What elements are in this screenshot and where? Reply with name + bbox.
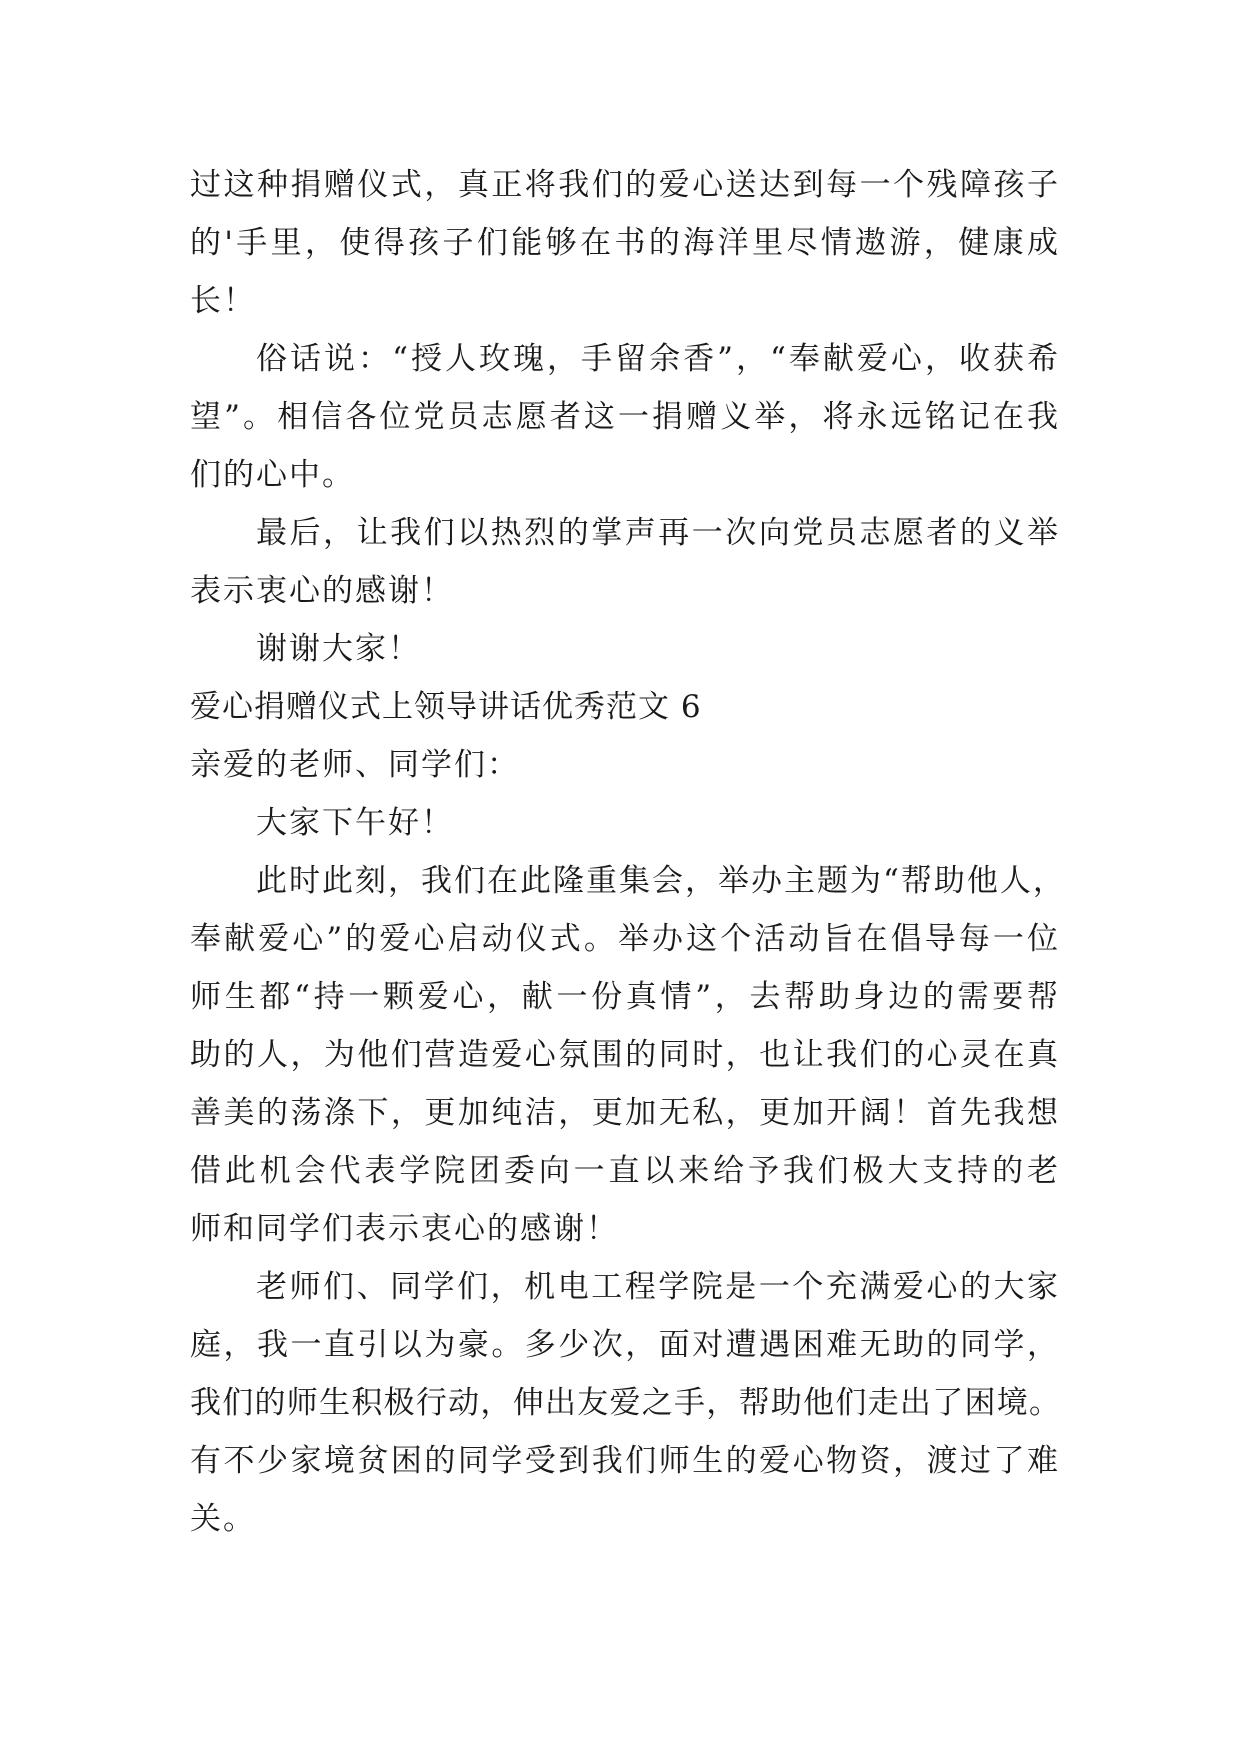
paragraph-line: 师生都“持一颗爱心，献一份真情”，去帮助身边的需要帮 <box>190 979 1060 1015</box>
paragraph-line: 望”。相信各位党员志愿者这一捐赠义举，将永远铭记在我 <box>190 399 1060 435</box>
paragraph-line: 我们的师生积极行动，伸出友爱之手，帮助他们走出了困境。 <box>190 1385 1060 1421</box>
paragraph-line: 们的心中。 <box>190 457 355 493</box>
paragraph-line: 奉献爱心”的爱心启动仪式。举办这个活动旨在倡导每一位 <box>190 921 1060 957</box>
paragraph-line: 长！ <box>190 283 256 319</box>
paragraph-line: 此时此刻，我们在此隆重集会，举办主题为“帮助他人， <box>256 863 1066 899</box>
paragraph-line: 善美的荡涤下，更加纯洁，更加无私，更加开阔！首先我想 <box>190 1095 1060 1131</box>
paragraph-line: 有不少家境贫困的同学受到我们师生的爱心物资，渡过了难 <box>190 1443 1060 1479</box>
paragraph-line: 谢谢大家！ <box>256 631 421 667</box>
paragraph-line: 表示衷心的感谢！ <box>190 573 454 609</box>
paragraph-line: 庭，我一直引以为豪。多少次，面对遭遇困难无助的同学， <box>190 1327 1060 1363</box>
paragraph-line: 过这种捐赠仪式，真正将我们的爱心送达到每一个残障孩子 <box>190 167 1060 203</box>
greeting-line: 大家下午好！ <box>256 805 454 841</box>
paragraph-line: 俗话说：“授人玫瑰，手留余香”，“奉献爱心，收获希 <box>256 341 1060 377</box>
salutation-line: 亲爱的老师、同学们： <box>190 747 520 783</box>
paragraph-line: 的'手里，使得孩子们能够在书的海洋里尽情遨游，健康成 <box>190 225 1060 261</box>
paragraph-line: 借此机会代表学院团委向一直以来给予我们极大支持的老 <box>190 1153 1060 1189</box>
paragraph-line: 师和同学们表示衷心的感谢！ <box>190 1211 619 1247</box>
section-heading: 爱心捐赠仪式上领导讲话优秀范文 6 <box>190 689 702 725</box>
document-body <box>190 156 1066 1548</box>
paragraph-line: 助的人，为他们营造爱心氛围的同时，也让我们的心灵在真 <box>190 1037 1060 1073</box>
paragraph-line: 关。 <box>190 1501 256 1537</box>
paragraph-line: 最后，让我们以热烈的掌声再一次向党员志愿者的义举 <box>256 515 1060 551</box>
paragraph-line: 老师们、同学们，机电工程学院是一个充满爱心的大家 <box>256 1269 1060 1305</box>
